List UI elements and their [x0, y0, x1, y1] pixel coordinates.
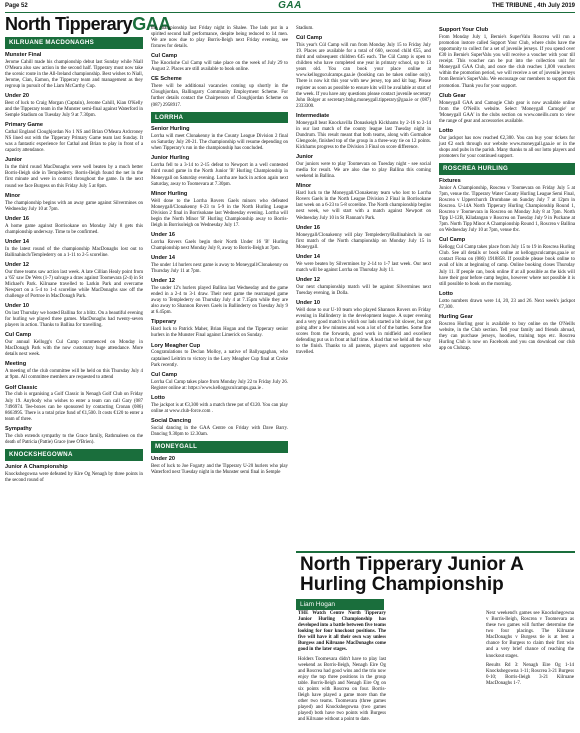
col2-blocks — [151, 53, 288, 108]
item-text: Jerome Cahill made his championship debut last Sunday while Niall O'Meara also saw action in the second half. Tipperary must now take the scenic route in the All-Ireland championship. Best wishes to Niall, Jerome, Cian, Eamon, the Tipperary team and management as they regroup in pursuit of the Liam McCarthy Cup. — [5, 59, 143, 89]
item-heading: Meeting — [5, 361, 27, 368]
section-kilruane: KILRUANE MACDONAGHS — [5, 37, 143, 49]
item-heading: Under 14 — [151, 255, 175, 262]
item-text: Junior A Championship, Roscrea v Toomevara on Friday July 5 at 7pm, venue tbc. Tipperary Water County Hurling League Semi Final, Roscrea v Upperchurch Drombane on Sunday July 7 at 12pm in Roscrea. U-14A North Tipperary Hurling Championship Round 1, Roscrea v Toomevara in Roscrea on Monday July 8 at 7pm. North Tipp U-12B, Kiladangan v Roscrea on Tuesday July 9 in Puckane at 7pm. North Tipp Minor A Championship Round 1, Roscrea v Ballina on Wednesday July 10 at 7pm, venue tbc. — [439, 185, 575, 234]
title-part-1: North Tipperary — [5, 14, 133, 34]
item-heading: Lotto — [439, 290, 453, 297]
item-heading: Under 16 — [151, 232, 175, 239]
item-heading: Lory Meagher Cup — [151, 342, 201, 349]
col2-blocks2 — [151, 126, 288, 438]
item-text: Our three teams saw action last week. A late Cillian Healy point from a '65' saw De Wets (1-7) salvage a draw against Toomevara (2-4) in St Michael's Park. Kilruane travelled to Larkin Park and overcame Newport on a 5-4 to 1-4 scoreline while MacDonaghs saw off the challenge of Portroe in MacDonagh Park. — [5, 269, 143, 300]
item-text: Cathal England Cloughjordan No 1 NS and Brian O'Meara Ardcroney NS lined out with the Tipperary Primary Game team last Sunday. It was a fantastic experience for Cathal and Brian to play in front of a capacity attendance. — [5, 130, 143, 154]
item-heading: Cul Camp — [151, 371, 178, 378]
item-text: In the latest round of the championship MacDonaghs lost out to Ballinahinch/Templederry on a 1-11 to 2-5 scoreline. — [5, 246, 143, 258]
column-4 — [439, 26, 575, 355]
title-part-2: GAA — [132, 14, 171, 34]
item-heading: Support Your Club — [439, 27, 489, 33]
section-name: GAA — [278, 0, 302, 11]
section-roscrea: ROSCREA HURLING — [439, 163, 575, 175]
col3-blocks — [296, 35, 431, 356]
col2-intro: the championship last Friday night in Shalee. The lads put in a spirited second half performance, despite being reduced to 14 men. We are now due to play Borris-Ileigh next Friday evening, see fixtures for details. — [151, 26, 288, 50]
item-text: The under 12's hurlers played Ballina last Wednesday and the game ended in a 2-4 to 3-1 draw. Their next game the rearranged game away to Templederry on Thursday July 4 at 7.15pm while they are also away to Shannon Rovers Gaels in Ballinderry on Tuesday July 9 at 6.45pm. — [151, 286, 288, 316]
item-heading: Intermediate — [296, 112, 330, 119]
item-text: Our juniors were to play Toomevara on Tuesday night - see social media for result. We are also due to play Ballina this coming weekend in Ballina. — [296, 162, 431, 180]
feature-p1: Holders Toomevara didn't have to play last weekend as Borris-Ileigh, Nenagh Eire Og and Roscrea had good wins and the trio now enjoy the top three positions in the group table. Borris-Ileigh and Nenagh Eire Og on six points with Roscrea on four. Borris-Ileigh have played a game more than the other two teams. Toomevara (three games played) and Knockshegowna (two games played) both have two points with Burgess and Kilruane without a point to date. — [298, 656, 386, 723]
item-text: The Knockshe Cul Camp will take place on the week of July 29 to August 2. Places are still available to book online. — [151, 61, 288, 73]
col1-blocks2 — [5, 464, 143, 484]
item-heading: Under 20 — [151, 455, 175, 462]
item-text: Lorrha Cul Camp takes place from Monday July 22 to Friday July 26. Register online at: https://www.kelloggsculcamps.gaa.ie . — [151, 379, 288, 391]
col4-blocks2 — [439, 178, 575, 352]
header-rule — [5, 12, 575, 13]
item-heading: Junior — [5, 157, 23, 164]
item-heading: Junior Hurling — [151, 155, 190, 162]
col3-intro: Stadium. — [296, 26, 314, 31]
item-heading: Senior Hurling — [151, 126, 190, 133]
issue-date: THE TRIBUNE , 4th July 2019 — [491, 3, 575, 9]
feature-byline: Liam Hogan — [296, 599, 384, 610]
item-text: Moneygall beat Knockavilla Donaskeigh Kickhams by 2-16 to 2-14 in our last match of the county league last Tuesday night in Dundrum. This result meant that both teams, along with Gortnahoe Glengoole, finished top of the group in a three-way tie on 12 points. Kickhams progress to the Division 3 Final on score difference. — [296, 120, 431, 151]
item-text: A meeting of the club committee will be held on this Thursday July 4 at 9pm. All committee members are requested to attend — [5, 369, 143, 381]
item-heading: Under 16 — [296, 224, 320, 231]
item-text: A home game against Borrisokane on Monday July 8 gets this championship underway. Time to be confirmed. — [5, 223, 143, 235]
item-heading: Tipperary — [151, 319, 177, 326]
item-heading: Under 10 — [5, 303, 29, 310]
item-heading: Fixtures — [439, 177, 461, 184]
section-lorrha: LORRHA — [151, 112, 288, 124]
item-text: In the third round MacDonaghs were well beaten by a much better Borris-Ileigh side in Templederry. Borris-Ileigh found the net in the first minute and were in control throughout the game. In the next round we face Burgess on this Friday July 5 at 8pm. — [5, 165, 143, 189]
item-text: Moneygall GAA and Camogie Club gear is now available online from the O'Neills website. Select 'Moneygall Camogie' or 'Moneygall GAA' in the clubs section on www.oneills.com to view the range of gear and accessories available. — [439, 100, 575, 124]
item-text: There will be additional vacancies coming up shortly in the Cloughjordan, Ballingarry Community Employment Scheme. For further details contact the Chairperson of Cloughjordan Scheme on (087) 2958917. — [151, 84, 288, 108]
item-heading: Lotto — [439, 127, 453, 134]
feature-p3: Results Rd 3: Nenagh Eire Og 1-14 Knockshegowna 1-11; Roscrea 3-21 Burgess 0-10; Borris-Ileigh 3-21 Kilruane MacDonaghs 1-7. — [486, 662, 575, 686]
item-heading: Under 16 — [5, 215, 29, 222]
section-moneygall: MONEYGALL — [151, 441, 288, 453]
item-heading: CE Scheme — [151, 76, 182, 83]
item-heading: Junior A Championship — [5, 463, 68, 470]
item-heading: Minor Hurling — [151, 190, 188, 197]
item-heading: Under 10 — [296, 299, 320, 306]
item-text: Social dancing in the GAA Centre on Friday with Dave Barry. Dancing 9.30pm to 12.30am. — [151, 425, 288, 437]
column-1 — [5, 37, 143, 487]
item-text: Lotto numbers drawn were 14, 20, 23 and 26. Next week's jackpot €7,300. — [439, 298, 575, 310]
item-heading: Under 12 — [296, 276, 320, 283]
item-heading: Cul Camp — [151, 53, 178, 60]
item-text: Kellogg Cul Camp takes place from July 15 to 19 in Roscrea Hurling Club. See all details or book online at kelloggsculcamps.gaa.ie or contact Fiona on (086) 1918858. If possible please book online to avail of kits at beginning of camp. Online booking closes Thursday July 11. If people can, book online if at all possible as the kids will have their gear before camp begins, however where not possible it is still possible to book on the morning. — [439, 245, 575, 287]
item-heading: Under 14 — [296, 253, 320, 260]
item-text: Hard luck to the Moneygall/Clonakenny team who lost to Lorrha Rovers Gaels in the North League Division 2 Final in Borrisokane last week on a 6-23 to 5-8 scoreline. The North championship begins next week, we will start with a match against Newport on Wednesday July 10 in St Flannan's Park. — [296, 191, 431, 221]
item-heading: Social Dancing — [151, 417, 192, 424]
item-heading: Munster Final — [5, 51, 42, 58]
item-text: The club extends sympathy to the Grace family, Rathmaleen on the death of Patricia (Pattie) Grace (nee O'Brien). — [5, 433, 143, 445]
item-heading: Hurling Gear — [439, 313, 473, 320]
item-heading: Primary Game — [5, 122, 43, 129]
column-3 — [296, 26, 431, 360]
item-heading: Minor — [296, 183, 312, 190]
item-text: We were beaten by Silvermines by 2-14 to 1-7 last week. Our next match will be against Lorrha on Thursday July 11. — [296, 261, 431, 273]
item-heading: Under 20 — [5, 93, 29, 99]
section-knockshegowna: KNOCKSHEGOWNA — [5, 449, 143, 461]
item-heading: Sympathy — [5, 425, 32, 432]
col4-blocks — [439, 27, 575, 160]
feature-p2: Next weekend's games see Knockshegowna v Borris-Ileigh, Roscrea v Toomevara as these two games will further determine the two four placings. The Kilruane MacDonaghs v Burgess tie is at best a chance for Burgess to claim their first win and a very brief chance of reaching the knockout stages. — [486, 611, 574, 659]
page-number: Page 52 — [5, 3, 28, 9]
page-header — [0, 0, 580, 14]
col2-blocks3 — [151, 456, 288, 476]
item-text: Best of luck to Joe Fogarty and the Tipperary U-20 hurlers who play Waterford next Tuesday night in the Munster semi final in Semple — [151, 463, 288, 475]
page-title — [5, 14, 171, 35]
col1-blocks — [5, 52, 143, 446]
item-text: Best of luck to Craig Morgan (Captain), Jerome Cahill, Kian O'Kelly and the Tipperary team in the Munster semi-final against Waterford in Semple Stadium on Tuesday July 9 at 7.30pm. — [5, 100, 143, 119]
item-heading: Junior — [296, 154, 314, 161]
item-text: Hard luck to Patrick Maher, Brian Hogan and the Tipperary senior hurlers in the Munster Final against Limerick on Sunday. — [151, 327, 288, 339]
item-text: Our annual Kellogg's Cul Camp commenced on Monday in MacDonagh Park with the now customary huge attendance. More details next week. — [5, 340, 143, 358]
item-heading: Lotto — [151, 394, 165, 401]
item-text: The club is organising a Golf Classic in Nenagh Golf Club on Friday July 19. Anybody who wishes to enter a team can call Gary (087 7496974. Tee-boxes can be sponsored by contacting Cronan (086) 8663995. There is a total prize fund of €1,500. It costs €120 to enter a team of three. — [5, 392, 143, 422]
item-text: The under 14 hurlers next game is away to Moneygall/Clonakenny on Thursday July 11 at 7pm. — [151, 263, 288, 275]
feature-col-2 — [392, 611, 480, 614]
item-heading: Under 12 — [5, 261, 29, 268]
item-text: The championship begins with an away game against Silvermines on Wednesday July 10 at 7pm. — [5, 200, 143, 212]
item-heading: Cul Camp — [439, 237, 466, 244]
feature-lead: THE Watch Centre North Tipperary Junior Hurling Championship has developed into a battle between five teams looking for four knockout positions. The five will have it all their own way unless Burgess and Kilruane MacDonaghs come good in the later stages. — [298, 611, 386, 653]
item-text: On last Thursday we hosted Ballina for a blitz. On a beautiful evening for hurling we played three games. MacDonaghs had twenty-seven players in action. Thanks to Ballina for travelling. — [5, 311, 143, 329]
item-text: This year's Cúl Camp will run from Monday July 15 to Friday July 19. Places are available for a total of 660, second child €55, and third and subsequent children €45 each. The Cúl Camp is open to children who have completed one year in primary school, up to 13 years old. You can book your place online at www.kelloggsculcamps.gaa.ie (booking can be taken online only). There is now kit this year with new jersey, top and kit bag. Please register as soon as possible to ensure kits will be available at start of the week. If you have any questions please contact juvenile secretary John Bolger at secretary.bnhg.moneygall.tipperary@gaa.ie or (087) 2333300. — [296, 43, 431, 109]
item-heading: Under 14 — [5, 238, 29, 245]
item-text: Lorrha will meet Clonakenny in the County League Division 2 final on Saturday July 20-21. The championship will resume depending on when Tipperary's run in the championship has concluded. — [151, 134, 288, 152]
item-heading: Cúl Camp — [296, 35, 323, 42]
feature-headline: North Tipperary Junior A Hurling Championship — [296, 551, 575, 597]
item-text: Roscrea Hurling gear is available to buy online on the O'Neills website, in the Club section. Tell your family and friends abroad, they can purchase jerseys, hoodies, training tops etc. Roscrea Hurling Club is now on Facebook and you can download our club app on Clubzap. — [439, 321, 575, 352]
item-text: The jackpot is at €3,300 with a match three pot of €120. You can play online at www.club-force.com . — [151, 402, 288, 414]
item-heading: Club Gear — [439, 92, 466, 99]
item-text: Well done to our U-10 team who played Shannon Rovers on Friday evening in Ballinderry in the development league. A super evening and a very good match in which our lads started a bit slower, but got going after a few minutes and won a lot of of the battles. Some fine scores from the forwards, good work in midfield and excellent defending put us in front at half time. A lead that we held all the way to the finish. Thanks to all parents, players and supporters who travelled. — [296, 307, 431, 356]
item-text: Lorrha Rovers Gaels begin their North Under 16 'B' Hurling Championship next Monday July 8, away to Borris-Ileigh at 7pm. — [151, 239, 288, 252]
item-heading: Golf Classic — [5, 384, 38, 391]
item-heading: Minor — [5, 192, 21, 199]
item-heading: Cul Camp — [5, 332, 32, 339]
item-text: Well done to the Lorrha Rovers Gaels minors who defeated Moneygall/Clonakenny 6-23 to 5-9 in the North Hurling League Division 2 final in Borrisokane last Wednesday evening. Lorrha will begin the North Minor 'B' Hurling Championship away to Borris-Ileigh in Borrisoleigh on Wednesday July 17. — [151, 198, 288, 228]
feature-col-1 — [298, 611, 386, 726]
item-text: Lorrha fell to a 3-14 to 2-15 defeat to Newport in a well contested third round game in the North Junior 'B' Hurling Championship in Moneygall on Saturday evening. Lorrha are back in action again next Saturday, away to Toomevara at 7.30pm. — [151, 163, 288, 187]
item-text: Our next championship match will be against Silvermines next Tuesday evening, in Dolla. — [296, 284, 431, 296]
item-text: From Monday July 1, Bernie's SuperValu Roscrea will run a promotion instore called Support Your Club, where clubs have the opportunity to collect for a set of juvenile jerseys. If you spend over €30 in Bernie's SuperValu you will receive a voucher with your till receipt. This voucher can be put into the collection unit for Moneygall GAA Club, and once the club reaches 1,000 vouchers within the promotion period, we will receive a set of juvenile jerseys from Bernie's SuperValu. We encourage our members to support this promotion. Thank you for your support. — [439, 34, 575, 89]
item-text: Congratulations to Declan Molloy, a native of Ballyagaghan, who captained Leitrim to victory in the Lory Meagher Cup final at Croke Park recently. — [151, 350, 288, 368]
feature-article — [296, 551, 575, 731]
column-2 — [151, 26, 288, 479]
item-heading: Under 12 — [151, 278, 175, 285]
feature-col-3 — [486, 611, 574, 690]
item-text: Knockshegowna were defeated by Kire Og Nenagh by three points in the second round of — [5, 471, 143, 483]
item-text: Our jackpot has now reached €2,300. You can buy your tickets for just €2 each through our website www.moneygall.gaa.ie or in the shops and pubs in the parish. Many thanks to all our lotto players and promoters for your continued support. — [439, 135, 575, 160]
item-text: Moneygall/Clonakenny will play Templederry/Ballinahinch in our first match of the North championship on Monday July 15 in Moneygall. — [296, 232, 431, 250]
